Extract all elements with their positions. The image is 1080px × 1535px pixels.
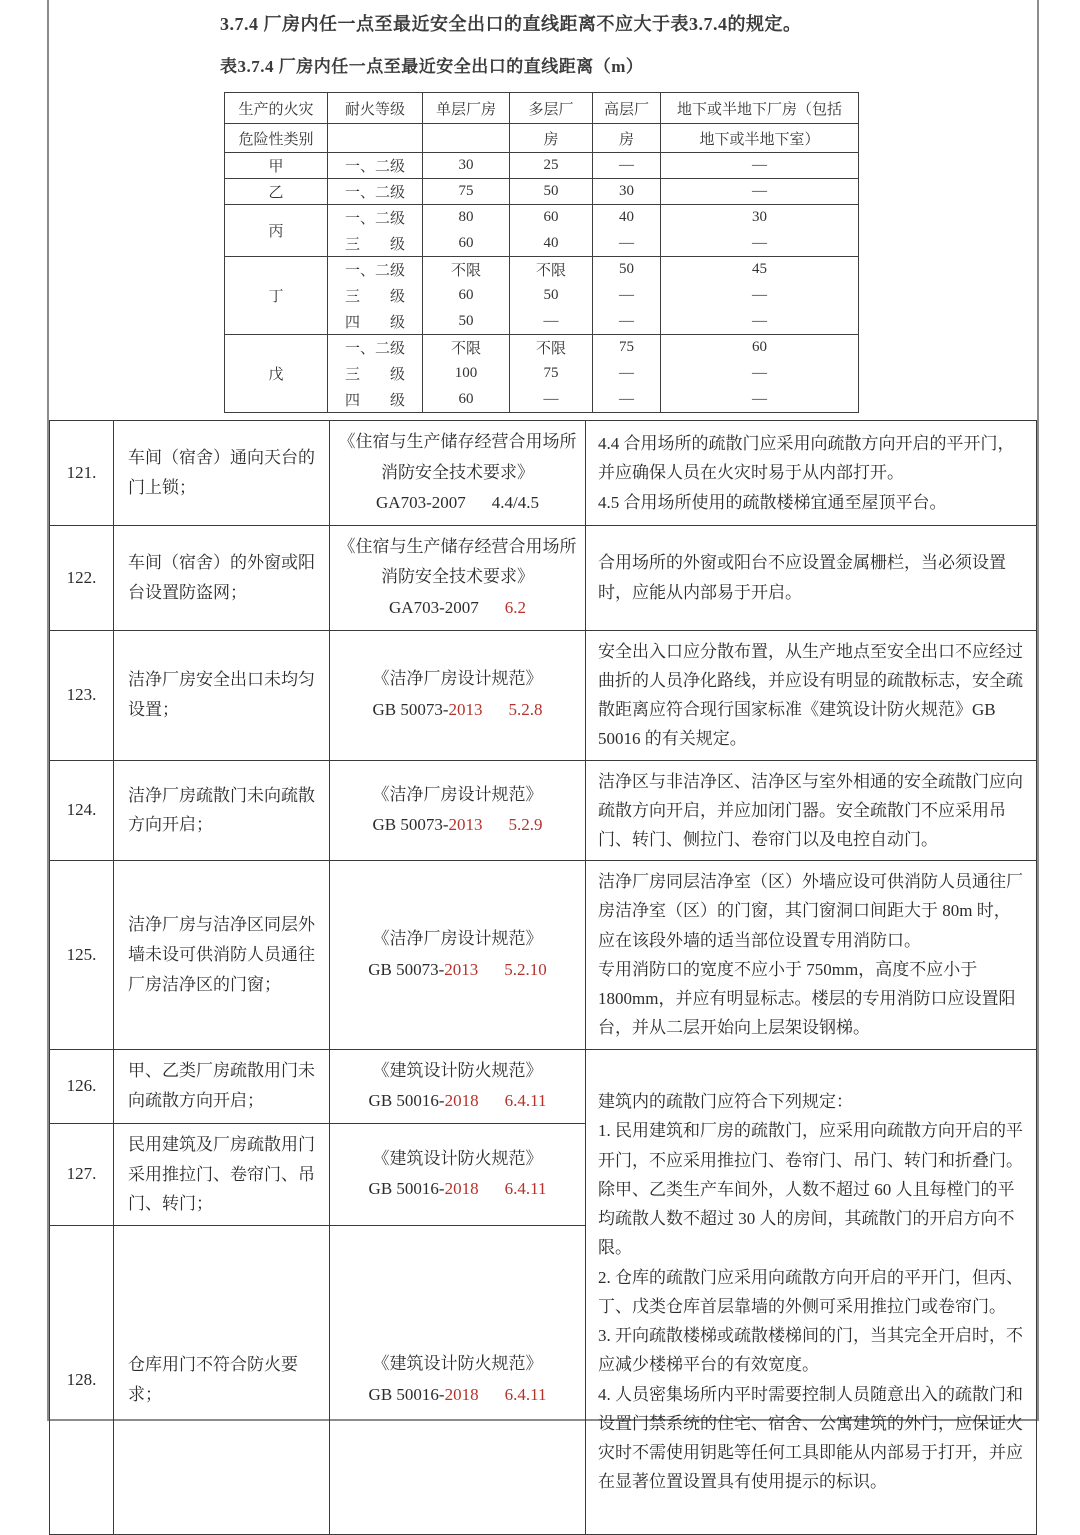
- standard-cell: [330, 760, 586, 861]
- standard-code: [338, 810, 577, 841]
- standard-title: 《建筑设计防火规范》: [372, 1060, 543, 1080]
- distance-value-cell: 25: [510, 153, 593, 179]
- distance-value-cell: 75: [510, 361, 593, 387]
- row-number: 122.: [50, 525, 114, 630]
- distance-value-cell: —: [661, 179, 859, 205]
- distance-table-row: [225, 205, 859, 231]
- requirement-cell: [586, 630, 1037, 760]
- issue-cell: 洁净厂房与洁净区同层外墙未设可供消防人员通往厂房洁净区的门窗；: [114, 861, 330, 1049]
- standard-section: 6.2: [504, 597, 526, 617]
- standard-title: 《建筑设计防火规范》: [372, 1148, 543, 1168]
- distance-value-cell: —: [593, 361, 661, 387]
- standard-cell: [330, 630, 586, 760]
- requirement-paragraph: 4. 人员密集场所内平时需要控制人员随意出入的疏散门和设置门禁系统的住宅、宿舍、公寓建筑的外门，应保证火灾时不需使用钥匙等任何工具即能从内部易于打开，并应在显著位置设置具有使用提示的标识。: [598, 1384, 1023, 1492]
- requirement-paragraph: 1. 民用建筑和厂房的疏散门，应采用向疏散方向开启的平开门，不应采用推拉门、卷帘门、吊门、转门和折叠门。除甲、乙类生产车间外，人数不超过 60 人且每樘门的平均疏散人数不超过 30 人的房间，其疏散门的开启方向不限。: [598, 1121, 1023, 1258]
- requirement-paragraph: 洁净区与非洁净区、洁净区与室外相通的安全疏散门应向疏散方向开启，并应加闭门器。安全疏散门不应采用吊门、转门、侧拉门、卷帘门以及电控自动门。: [598, 771, 1023, 849]
- standard-code-number: GA703-2007: [389, 597, 479, 617]
- standard-code-year: 2013: [448, 815, 483, 835]
- standard-cell: [330, 1226, 586, 1535]
- standard-code: [338, 488, 577, 519]
- issue-cell: 甲、乙类厂房疏散用门未向疏散方向开启；: [114, 1049, 330, 1123]
- distance-value-cell: —: [661, 309, 859, 335]
- section-heading: 3.7.4 厂房内任一点至最近安全出口的直线距离不应大于表3.7.4的规定。: [220, 14, 802, 34]
- distance-header-cell: 高层厂: [593, 93, 661, 124]
- distance-table-row: [225, 335, 859, 361]
- requirement-cell: [586, 760, 1037, 861]
- row-number: 123.: [50, 630, 114, 760]
- distance-value-cell: —: [593, 309, 661, 335]
- distance-value-cell: 60: [423, 283, 510, 309]
- requirement-paragraph: 2. 仓库的疏散门应采用向疏散方向开启的平开门，但丙、丁、戊类仓库首层靠墙的外侧可采用推拉门或卷帘门。: [598, 1267, 1023, 1316]
- fire-resistance-grade-cell: 四 级: [328, 309, 423, 335]
- standard-cell: [330, 1049, 586, 1123]
- standard-code-number: GA703-2007: [376, 493, 466, 513]
- distance-value-cell: 60: [423, 231, 510, 257]
- fire-resistance-grade-cell: 一、二级: [328, 153, 423, 179]
- requirement-paragraph: 安全出入口应分散布置，从生产地点至安全出口不应经过曲折的人员净化路线，并应设有明显的疏散标志，安全疏散距离应符合现行国家标准《建筑设计防火规范》GB 50016 的有关规定。: [598, 641, 1023, 749]
- distance-header-cell: 多层厂: [510, 93, 593, 124]
- distance-value-cell: 100: [423, 361, 510, 387]
- issue-cell: 车间（宿舍）的外窗或阳台设置防盗网；: [114, 525, 330, 630]
- requirement-cell: [586, 421, 1037, 526]
- standard-section: 6.4.11: [504, 1179, 547, 1199]
- row-number: 128.: [50, 1226, 114, 1535]
- distance-header-cell: 地下或半地下室）: [661, 124, 859, 153]
- distance-value-cell: 30: [661, 205, 859, 231]
- standard-title: 《洁净厂房设计规范》: [372, 784, 543, 804]
- violation-row: [50, 1049, 1037, 1123]
- standard-code: [338, 1086, 577, 1117]
- standard-title: 《洁净厂房设计规范》: [372, 929, 543, 949]
- distance-value-cell: 45: [661, 257, 859, 283]
- distance-header-row-1: [225, 93, 859, 124]
- issue-cell: 仓库用门不符合防火要求；: [114, 1226, 330, 1535]
- top-merged-cell: [49, 0, 1037, 420]
- distance-value-cell: —: [510, 387, 593, 413]
- standard-code-year: 2018: [444, 1179, 479, 1199]
- distance-header-cell: [328, 124, 423, 153]
- standard-code-number: GB 50073-: [372, 700, 449, 720]
- distance-value-cell: 50: [510, 179, 593, 205]
- distance-value-cell: 不限: [423, 335, 510, 361]
- category-cell: 甲: [225, 153, 328, 179]
- standard-code: [338, 1380, 577, 1411]
- requirement-cell: [586, 525, 1037, 630]
- distance-value-cell: 50: [510, 283, 593, 309]
- distance-value-cell: —: [661, 283, 859, 309]
- standard-section: 6.4.11: [504, 1385, 547, 1405]
- category-cell: 戊: [225, 335, 328, 413]
- row-number: 125.: [50, 861, 114, 1049]
- standard-code-year: 2018: [444, 1385, 479, 1405]
- violation-row: [50, 525, 1037, 630]
- distance-header-cell: 单层厂房: [423, 93, 510, 124]
- standard-code: [338, 955, 577, 986]
- distance-value-cell: 30: [423, 153, 510, 179]
- standard-code-number: GB 50073-: [368, 959, 445, 979]
- distance-value-cell: —: [593, 153, 661, 179]
- distance-header-cell: 生产的火灾: [225, 93, 328, 124]
- row-number: 121.: [50, 421, 114, 526]
- distance-value-cell: 不限: [510, 257, 593, 283]
- distance-value-cell: 50: [593, 257, 661, 283]
- fire-resistance-grade-cell: 三 级: [328, 283, 423, 309]
- standard-cell: [330, 1123, 586, 1225]
- standard-code-number: GB 50073-: [372, 815, 449, 835]
- standard-title: 《住宿与生产储存经营合用场所消防安全技术要求》: [338, 432, 577, 482]
- distance-table-row: [225, 153, 859, 179]
- distance-header-cell: 地下或半地下厂房（包括: [661, 93, 859, 124]
- distance-value-cell: —: [593, 283, 661, 309]
- requirement-paragraph: 4.4 合用场所的疏散门应采用向疏散方向开启的平开门，并应确保人员在火灾时易于从内部打开。: [598, 434, 1015, 483]
- standard-cell: [330, 421, 586, 526]
- standard-title: 《住宿与生产储存经营合用场所消防安全技术要求》: [338, 536, 577, 587]
- distance-value-cell: 50: [423, 309, 510, 335]
- distance-table-row: [225, 179, 859, 205]
- row-number: 124.: [50, 760, 114, 861]
- issue-cell: 民用建筑及厂房疏散用门采用推拉门、卷帘门、吊门、转门；: [114, 1123, 330, 1225]
- requirement-paragraph: 洁净厂房同层洁净室（区）外墙应设可供消防人员通往厂房洁净室（区）的门窗，其门窗洞口间距大于 80m 时，应在该段外墙的适当部位设置专用消防口。: [598, 872, 1023, 950]
- standard-code-number: GB 50016-: [368, 1091, 445, 1111]
- distance-value-cell: —: [593, 387, 661, 413]
- standard-code: [338, 1174, 577, 1205]
- row-number: 127.: [50, 1123, 114, 1225]
- issue-cell: 洁净厂房疏散门未向疏散方向开启；: [114, 760, 330, 861]
- standard-code-number: GB 50016-: [368, 1385, 445, 1405]
- distance-value-cell: 60: [423, 387, 510, 413]
- requirement-paragraph: 3. 开向疏散楼梯或疏散楼梯间的门，当其完全开启时，不应减少楼梯平台的有效宽度。: [598, 1326, 1023, 1375]
- violation-row: [50, 630, 1037, 760]
- fire-resistance-grade-cell: 一、二级: [328, 335, 423, 361]
- issue-cell: 洁净厂房安全出口未均匀设置；: [114, 630, 330, 760]
- distance-value-cell: 不限: [510, 335, 593, 361]
- standard-section: 5.2.10: [504, 959, 547, 979]
- standard-code-year: 2013: [448, 700, 483, 720]
- violations-table: [49, 420, 1037, 1535]
- distance-value-cell: 75: [423, 179, 510, 205]
- requirement-cell: [586, 861, 1037, 1049]
- standard-code-year: 2018: [444, 1091, 479, 1111]
- fire-resistance-grade-cell: 一、二级: [328, 257, 423, 283]
- standard-cell: [330, 525, 586, 630]
- requirement-paragraph: 建筑内的疏散门应符合下列规定：: [598, 1092, 853, 1112]
- distance-value-cell: 30: [593, 179, 661, 205]
- issue-cell: 车间（宿舍）通向天台的门上锁；: [114, 421, 330, 526]
- distance-value-cell: —: [661, 231, 859, 257]
- violation-row: [50, 760, 1037, 861]
- fire-resistance-grade-cell: 四 级: [328, 387, 423, 413]
- standard-code-year: 2013: [444, 959, 479, 979]
- category-cell: 丁: [225, 257, 328, 335]
- distance-value-cell: 60: [661, 335, 859, 361]
- requirement-paragraph: 合用场所的外窗或阳台不应设置金属栅栏，当必须设置时，应能从内部易于开启。: [598, 553, 1006, 602]
- fire-resistance-grade-cell: 一、二级: [328, 179, 423, 205]
- violation-row: [50, 421, 1037, 526]
- distance-header-cell: 耐火等级: [328, 93, 423, 124]
- distance-value-cell: 75: [593, 335, 661, 361]
- distance-header-cell: 危险性类别: [225, 124, 328, 153]
- distance-value-cell: 40: [510, 231, 593, 257]
- distance-header-cell: 房: [510, 124, 593, 153]
- distance-value-cell: —: [593, 231, 661, 257]
- requirement-paragraph: 4.5 合用场所使用的疏散楼梯宜通至屋顶平台。: [598, 492, 947, 512]
- distance-value-cell: —: [661, 387, 859, 413]
- standard-cell: [330, 861, 586, 1049]
- requirement-paragraph: 专用消防口的宽度不应小于 750mm，高度不应小于 1800mm，并应有明显标志。楼层的专用消防口应设置阳台，并从二层开始向上层架设钢梯。: [598, 959, 1016, 1038]
- standard-title: 《洁净厂房设计规范》: [372, 669, 543, 689]
- document-sheet: [47, 0, 1039, 1492]
- standard-code: [338, 593, 577, 624]
- requirement-cell: [586, 1049, 1037, 1534]
- distance-value-cell: 60: [510, 205, 593, 231]
- standard-title: 《建筑设计防火规范》: [372, 1354, 543, 1374]
- distance-table-row: [225, 257, 859, 283]
- fire-resistance-grade-cell: 一、二级: [328, 205, 423, 231]
- distance-value-cell: —: [661, 361, 859, 387]
- standard-section: 4.4/4.5: [491, 493, 539, 513]
- distance-header-row-2: [225, 124, 859, 153]
- category-cell: 乙: [225, 179, 328, 205]
- distance-value-cell: 40: [593, 205, 661, 231]
- distance-table: [224, 92, 859, 413]
- standard-code-number: GB 50016-: [368, 1179, 445, 1199]
- fire-resistance-grade-cell: 三 级: [328, 231, 423, 257]
- row-number: 126.: [50, 1049, 114, 1123]
- standard-code: [338, 695, 577, 726]
- violation-row: [50, 861, 1037, 1049]
- distance-header-cell: 房: [593, 124, 661, 153]
- distance-table-caption: 表3.7.4 厂房内任一点至最近安全出口的直线距离（m）: [220, 57, 644, 76]
- fire-resistance-grade-cell: 三 级: [328, 361, 423, 387]
- category-cell: 丙: [225, 205, 328, 257]
- distance-value-cell: 不限: [423, 257, 510, 283]
- distance-header-cell: [423, 124, 510, 153]
- standard-section: 5.2.8: [508, 700, 543, 720]
- standard-section: 5.2.9: [508, 815, 543, 835]
- distance-value-cell: —: [510, 309, 593, 335]
- distance-value-cell: —: [661, 153, 859, 179]
- distance-value-cell: 80: [423, 205, 510, 231]
- standard-section: 6.4.11: [504, 1091, 547, 1111]
